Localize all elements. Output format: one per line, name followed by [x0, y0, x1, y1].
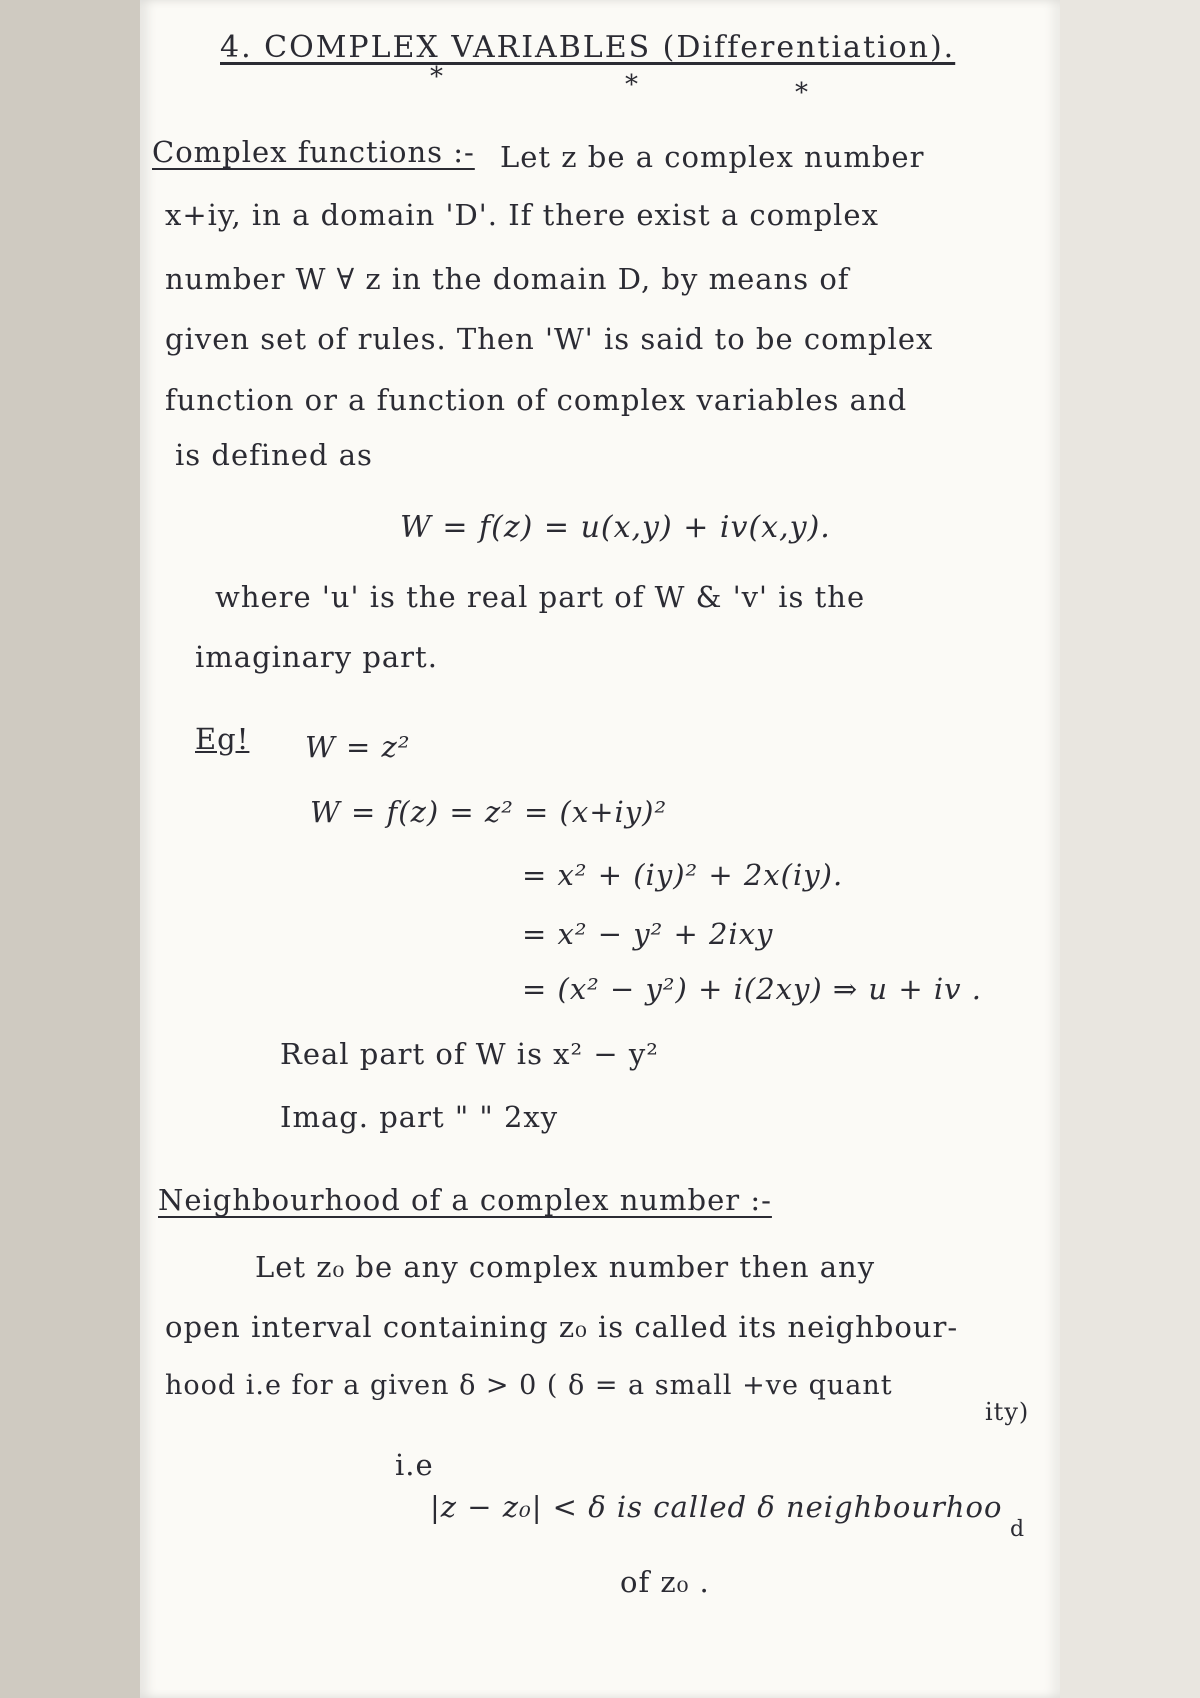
paragraph-line: Let z₀ be any complex number then any	[255, 1250, 876, 1284]
title-star-3: *	[795, 78, 808, 108]
formula-continuation: d	[1010, 1517, 1026, 1542]
title-star-1: *	[430, 62, 443, 92]
paragraph-line: open interval containing z₀ is called its neighbour-	[165, 1310, 959, 1344]
example-first-line: W = z²	[305, 730, 411, 764]
page-background-left	[0, 0, 140, 1698]
paragraph-line: where 'u' is the real part of W & 'v' is the	[215, 580, 866, 614]
paragraph-line: imaginary part.	[195, 640, 438, 674]
formula-w-definition: W = f(z) = u(x,y) + iv(x,y).	[400, 510, 831, 545]
real-part-line: Real part of W is x² − y²	[280, 1037, 659, 1071]
paragraph-line: function or a function of complex variables and	[165, 383, 908, 417]
example-step: = (x² − y²) + i(2xy) ⇒ u + iv .	[522, 972, 982, 1006]
page-title	[220, 30, 955, 65]
paragraph-line-continuation: ity)	[985, 1398, 1030, 1426]
paragraph-line: is defined as	[175, 438, 373, 472]
closing-line: of z₀ .	[620, 1565, 710, 1599]
example-step: W = f(z) = z² = (x+iy)²	[310, 795, 668, 829]
title-star-2: *	[625, 70, 638, 100]
example-step: = x² + (iy)² + 2x(iy).	[522, 858, 844, 892]
example-step: = x² − y² + 2ixy	[522, 917, 774, 951]
paragraph-line: given set of rules. Then 'W' is said to be complex	[165, 322, 934, 356]
notebook-page	[140, 0, 1060, 1698]
section-heading-neighbourhood: Neighbourhood of a complex number :-	[158, 1183, 772, 1217]
page-background-right	[1060, 0, 1200, 1698]
formula-neighbourhood: |z − z₀| < δ is called δ neighbourhoo	[430, 1490, 1003, 1524]
paragraph-line: hood i.e for a given δ > 0 ( δ = a small +ve quant	[165, 1370, 893, 1401]
ie-label: i.e	[395, 1448, 434, 1482]
example-label: Eg!	[195, 722, 250, 756]
paragraph-line: number W ∀ z in the domain D, by means of	[165, 262, 850, 296]
paragraph-line: x+iy, in a domain 'D'. If there exist a complex	[165, 198, 879, 232]
section-heading-complex-functions: Complex functions :-	[152, 135, 475, 169]
imag-part-line: Imag. part " " 2xy	[280, 1100, 559, 1134]
paragraph-line: Let z be a complex number	[500, 140, 925, 174]
title-text: 4. COMPLEX VARIABLES (Differentiation).	[220, 30, 956, 65]
